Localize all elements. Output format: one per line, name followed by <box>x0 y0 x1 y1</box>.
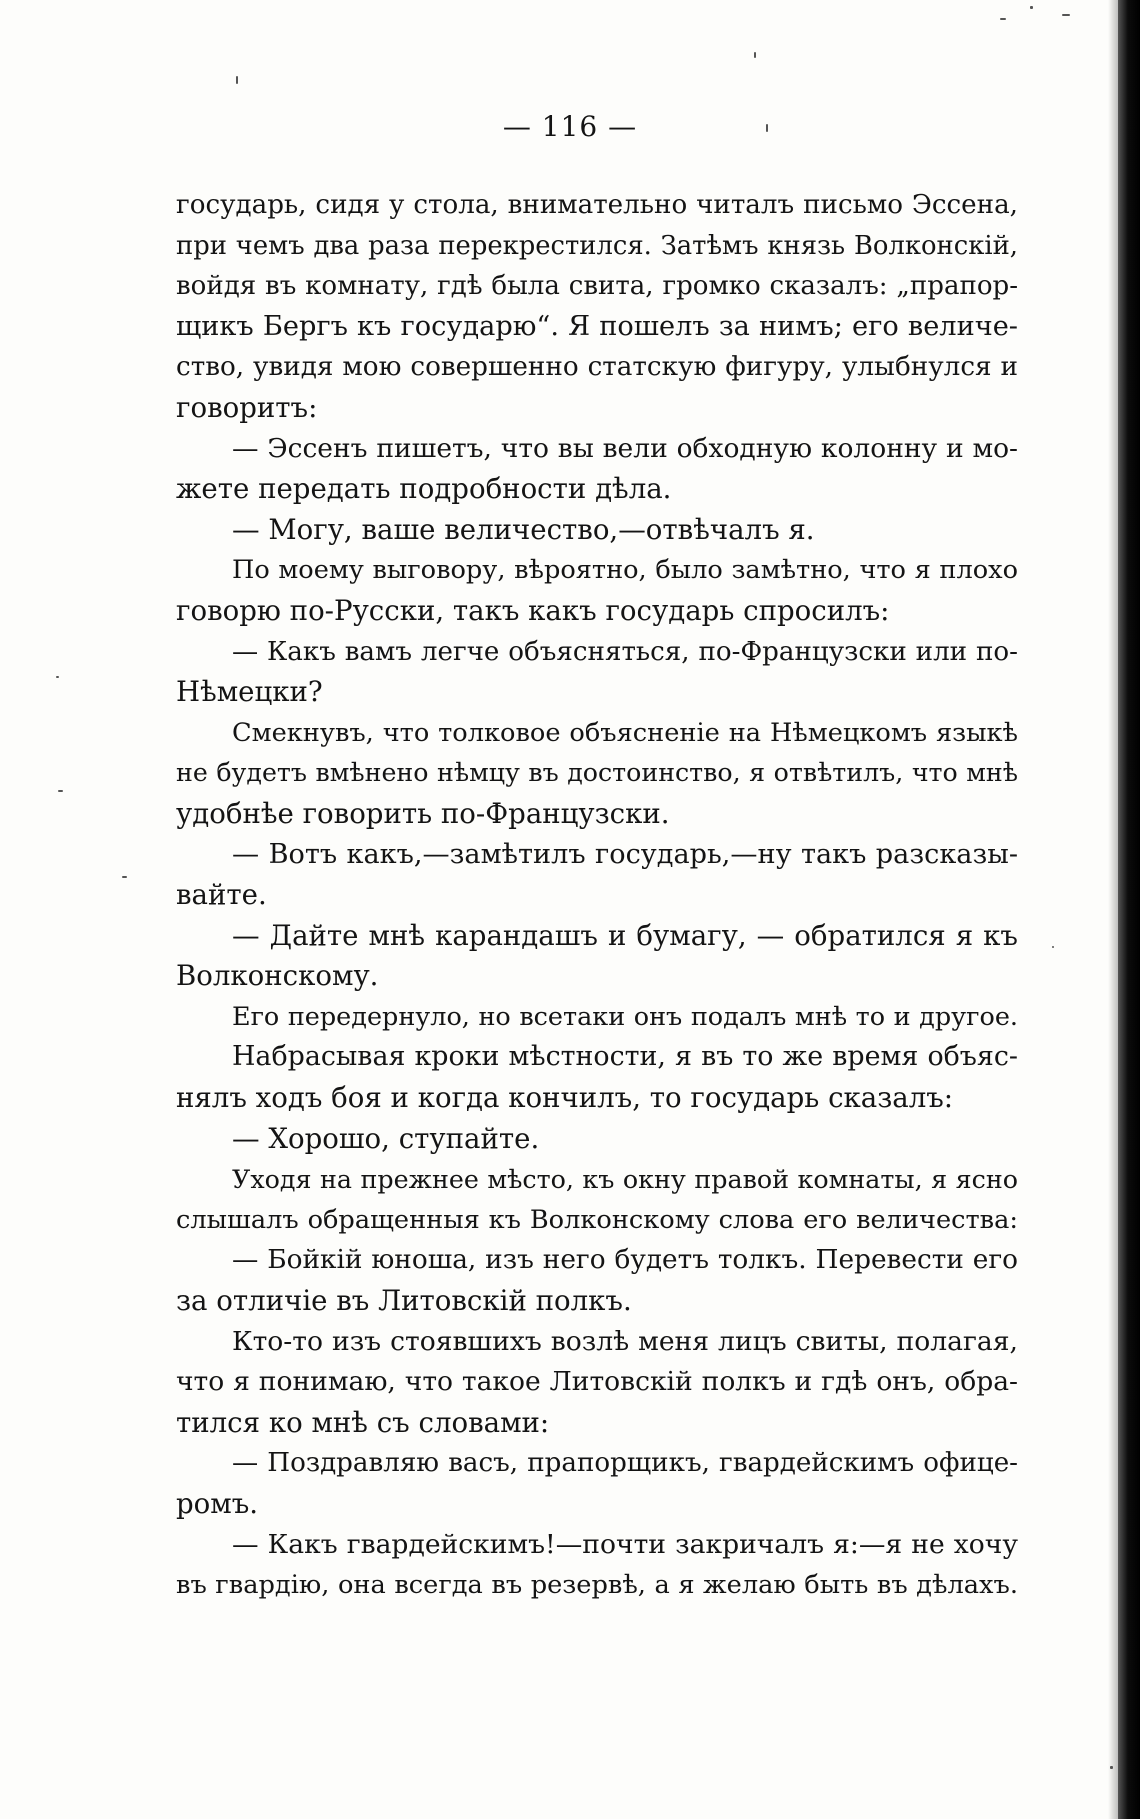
body-text <box>176 185 1018 1606</box>
text-line: вайте. <box>176 878 267 912</box>
scan-speck <box>1000 18 1006 20</box>
scan-speck <box>1052 946 1054 948</box>
scan-speck <box>56 676 59 678</box>
text-line: Уходя на прежнее мѣсто, къ окну правой комнаты, я ясно <box>232 1164 1018 1195</box>
scan-speck <box>236 76 238 84</box>
scan-speck <box>58 790 63 792</box>
text-line: войдя въ комнату, гдѣ была свита, громко сказалъ: „прапор- <box>176 271 1018 302</box>
text-line: удобнѣе говорить по-Французски. <box>176 796 670 830</box>
text-line: тился ко мнѣ съ словами: <box>176 1405 550 1439</box>
page-edge-gradient <box>1108 0 1118 1819</box>
text-line: — Хорошо, ступайте. <box>232 1121 540 1155</box>
scan-speck <box>122 876 127 878</box>
text-line: Набрасывая кроки мѣстности, я въ то же время объяс- <box>232 1041 1018 1073</box>
scan-speck <box>1110 1766 1113 1769</box>
text-line: — Вотъ какъ,—замѣтилъ государь,—ну такъ разсказы- <box>232 838 1018 870</box>
text-line: — Эссенъ пишетъ, что вы вели обходную колонну и мо- <box>232 432 1018 464</box>
text-line: за отличіе въ Литовскій полкъ. <box>176 1284 632 1318</box>
text-line: нялъ ходъ боя и когда кончилъ, то государь сказалъ: <box>176 1081 954 1115</box>
text-line: при чемъ два раза перекрестился. Затѣмъ князь Волконскій, <box>176 230 1018 261</box>
text-line: Смекнувъ, что толковое объясненіе на Нѣмецкомъ языкѣ <box>232 717 1018 748</box>
text-line: — Бойкій юноша, изъ него будетъ толкъ. Перевести его <box>232 1245 1018 1276</box>
text-line: ство, увидя мою совершенно статскую фигуру, улыбнулся и <box>176 352 1018 383</box>
text-line: — Какъ вамъ легче объясняться, по-Французски или по- <box>232 636 1018 667</box>
page-number: — 116 — <box>502 110 638 143</box>
text-line: щикъ Бергъ къ государю“. Я пошелъ за нимъ; его величе- <box>176 310 1018 342</box>
text-line: говорю по-Русски, такъ какъ государь спросилъ: <box>176 593 890 627</box>
text-line: ромъ. <box>176 1487 259 1520</box>
text-line: слышалъ обращенныя къ Волконскому слова его величества: <box>176 1204 1018 1235</box>
text-line: Кто-то изъ стоявшихъ возлѣ меня лицъ свиты, полагая, <box>232 1325 1018 1357</box>
text-line: Волконскому. <box>176 959 379 993</box>
text-line: жете передать подробности дѣла. <box>176 472 672 506</box>
page-edge-shadow <box>1118 0 1140 1819</box>
text-line: — Дайте мнѣ карандашъ и бумагу, — обратился я къ <box>232 918 1018 952</box>
text-line: — Поздравляю васъ, прапорщикъ, гвардейскимъ офице- <box>232 1448 1018 1479</box>
text-line: государь, сидя у стола, внимательно читалъ письмо Эссена, <box>176 190 1018 220</box>
scan-speck <box>754 52 756 58</box>
text-line: что я понимаю, что такое Литовскій полкъ и гдѣ онъ, обра- <box>176 1366 1018 1398</box>
text-line: въ гвардію, она всегда въ резервѣ, а я желаю быть въ дѣлахъ. <box>176 1570 1018 1601</box>
text-line: — Могу, ваше величество,—отвѣчалъ я. <box>232 512 815 546</box>
text-line: говоритъ: <box>176 390 318 424</box>
text-line: Нѣмецки? <box>176 675 323 709</box>
text-line: Его передернуло, но всетаки онъ подалъ мнѣ то и другое. <box>232 1001 1018 1032</box>
scan-speck <box>1062 14 1070 16</box>
text-line: не будетъ вмѣнено нѣмцу въ достоинство, я отвѣтилъ, что мнѣ <box>176 758 1018 788</box>
scan-speck <box>1030 6 1033 9</box>
text-line: По моему выговору, вѣроятно, было замѣтно, что я плохо <box>232 555 1018 586</box>
text-line: — Какъ гвардейскимъ!—почти закричалъ я:—я не хочу <box>232 1528 1018 1560</box>
